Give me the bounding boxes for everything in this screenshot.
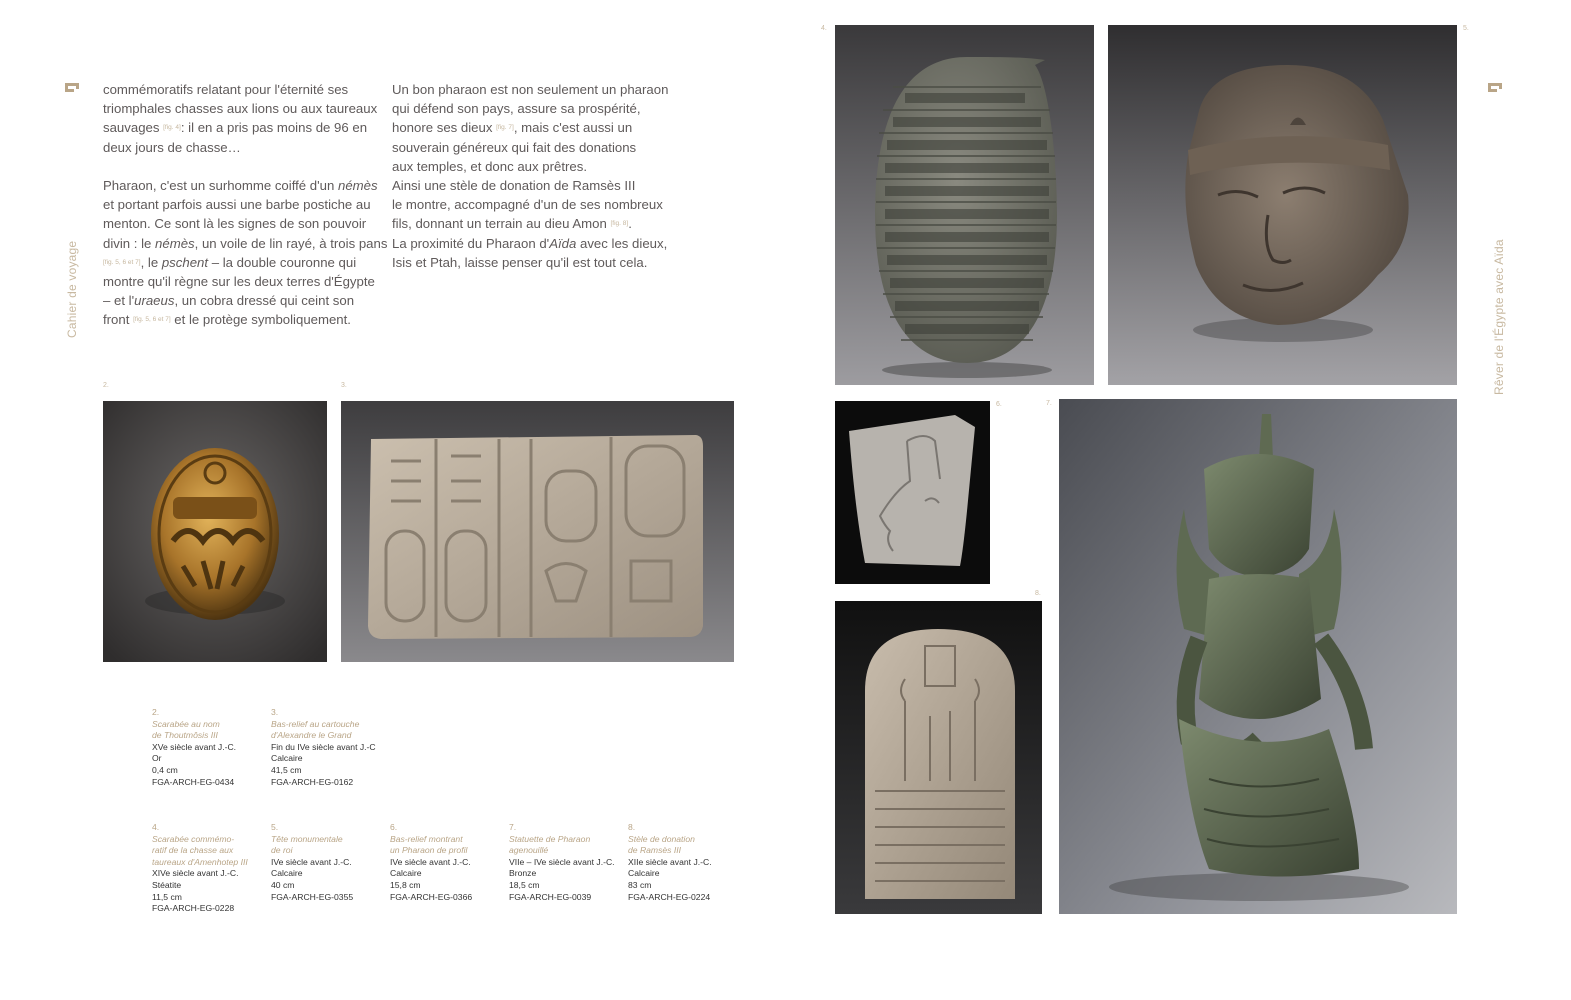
caption-number: 5. xyxy=(271,822,279,832)
caption-detail: Stéatite xyxy=(152,879,182,890)
caption-detail: FGA-ARCH-EG-0162 xyxy=(271,776,354,787)
photo-monumental-head xyxy=(1108,25,1457,385)
caption-detail: Calcaire xyxy=(628,868,660,879)
caption-title: Tête monumentale xyxy=(271,833,343,844)
col1-p2-line: Pharaon, c'est un surhomme coiffé d'un némès xyxy=(103,178,378,193)
paragraph-good-pharaoh xyxy=(392,80,692,272)
caption-detail: XIVe siècle avant J.-C. xyxy=(152,868,239,879)
caption-detail: Bronze xyxy=(509,868,537,879)
col2-line: Un bon pharaon est non seulement un pharaon xyxy=(392,82,669,97)
caption-detail: VIIe – IVe siècle avant J.-C. xyxy=(509,856,615,867)
caption-title: Bas-relief au cartouche xyxy=(271,718,360,729)
photo-cartouche-relief xyxy=(341,401,734,662)
figure-number-7: 7. xyxy=(1046,400,1052,407)
figure-number-6: 6. xyxy=(996,401,1002,408)
col2-line: fils, donnant un terrain au dieu Amon [fig. 8]. xyxy=(392,216,632,232)
col2-line: aux temples, et donc aux prêtres. xyxy=(392,158,587,174)
photo-kneeling-pharaoh xyxy=(1059,399,1457,914)
col1-p2-line: montre qu'il règne sur les deux terres d'Égypte xyxy=(103,274,375,290)
col2-line: qui défend son pays, assure sa prospérité, xyxy=(392,101,641,117)
caption-title: Bas-relief montrant xyxy=(390,833,463,844)
photo-donation-stele xyxy=(835,601,1042,914)
caption-number: 7. xyxy=(509,822,517,832)
caption-title: de roi xyxy=(271,845,293,856)
caption-fig-8 xyxy=(628,822,746,903)
left-tab-bracket-icon xyxy=(65,83,79,92)
caption-detail: 15,8 cm xyxy=(390,879,421,890)
caption-title: ratif de la chasse aux xyxy=(152,845,234,856)
caption-detail: Fin du IVe siècle avant J.-C xyxy=(271,741,376,752)
caption-detail: IVe siècle avant J.-C. xyxy=(390,856,471,867)
caption-detail: FGA-ARCH-EG-0228 xyxy=(152,903,235,914)
col1-p2-line: – et l'uraeus, un cobra dressé qui ceint son xyxy=(103,293,355,309)
text-column-1 xyxy=(103,80,388,349)
caption-fig-4 xyxy=(152,822,270,915)
caption-detail: 41,5 cm xyxy=(271,764,302,775)
caption-detail: 0,4 cm xyxy=(152,764,178,775)
figure-number-4: 4. xyxy=(821,25,827,32)
col1-p2-line: [fig. 5, 6 et 7], le pschent – la double couronne qui xyxy=(103,254,357,270)
caption-fig-3 xyxy=(271,707,389,788)
caption-title: taureaux d'Amenhotep III xyxy=(152,856,248,867)
caption-fig-5 xyxy=(271,822,389,903)
col2-line: souverain généreux qui fait des donations xyxy=(392,139,637,155)
caption-title: d'Alexandre le Grand xyxy=(271,730,352,741)
figure-number-5: 5. xyxy=(1463,25,1469,32)
text-column-2 xyxy=(392,80,692,291)
caption-fig-6 xyxy=(390,822,508,903)
caption-title: Scarabée commémo- xyxy=(152,833,235,844)
caption-title: Scarabée au nom xyxy=(152,718,220,729)
caption-detail: FGA-ARCH-EG-0039 xyxy=(509,891,592,902)
caption-detail: 83 cm xyxy=(628,879,652,890)
caption-detail: Calcaire xyxy=(271,868,303,879)
photo-gold-scarab xyxy=(103,401,327,662)
figure-number-8: 8. xyxy=(1035,590,1041,597)
col1-p2-line: front [fig. 5, 6 et 7] et le protège symboliquement. xyxy=(103,312,351,328)
right-section-label: Rêver de l'Égypte avec Aïda xyxy=(1492,239,1506,395)
caption-title: Stèle de donation xyxy=(628,833,695,844)
photo-commemorative-scarab xyxy=(835,25,1094,385)
caption-detail: FGA-ARCH-EG-0366 xyxy=(390,891,473,902)
caption-title: un Pharaon de profil xyxy=(390,845,468,856)
col2-line: La proximité du Pharaon d'Aïda avec les dieux, xyxy=(392,235,668,251)
col1-p2-line: et portant parfois aussi une barbe postiche au xyxy=(103,197,371,213)
caption-detail: FGA-ARCH-EG-0224 xyxy=(628,891,711,902)
col2-line: Isis et Ptah, laisse penser qu'il est tout cela. xyxy=(392,254,648,270)
caption-title: Statuette de Pharaon xyxy=(509,833,591,844)
col1-p1-line: triomphales chasses aux lions ou aux taureaux xyxy=(103,101,378,117)
caption-title: de Ramsès III xyxy=(628,845,682,856)
caption-number: 6. xyxy=(390,822,398,832)
right-tab-bracket-icon xyxy=(1488,83,1502,92)
col2-line: le montre, accompagné d'un de ses nombreux xyxy=(392,197,663,213)
caption-fig-2 xyxy=(152,707,270,788)
caption-detail: FGA-ARCH-EG-0355 xyxy=(271,891,354,902)
col2-line: honore ses dieux [fig. 7], mais c'est aussi un xyxy=(392,120,633,136)
caption-detail: XIIe siècle avant J.-C. xyxy=(628,856,712,867)
photo-profile-relief xyxy=(835,401,990,584)
caption-fig-7 xyxy=(509,822,627,903)
col1-p1-line: commémoratifs relatant pour l'éternité ses xyxy=(103,82,349,97)
paragraph-hunting xyxy=(103,80,388,157)
caption-number: 3. xyxy=(271,707,279,717)
col1-p2-line: divin : le némès, un voile de lin rayé, à trois pans xyxy=(103,235,388,251)
caption-detail: XVe siècle avant J.-C. xyxy=(152,741,237,752)
figure-number-2: 2. xyxy=(103,382,109,389)
paragraph-pharaon-attributes xyxy=(103,176,388,330)
caption-number: 8. xyxy=(628,822,636,832)
caption-detail: 18,5 cm xyxy=(509,879,540,890)
caption-number: 4. xyxy=(152,822,160,832)
caption-detail: Or xyxy=(152,753,162,764)
caption-detail: FGA-ARCH-EG-0434 xyxy=(152,776,235,787)
caption-detail: 40 cm xyxy=(271,879,295,890)
left-section-label: Cahier de voyage xyxy=(65,240,79,338)
col1-p2-line: menton. Ce sont là les signes de son pouvoir xyxy=(103,216,367,232)
figure-number-3: 3. xyxy=(341,382,347,389)
caption-detail: Calcaire xyxy=(271,753,303,764)
caption-detail: 11,5 cm xyxy=(152,891,182,902)
col2-line: Ainsi une stèle de donation de Ramsès III xyxy=(392,178,636,194)
col1-p1-line: deux jours de chasse… xyxy=(103,139,241,155)
caption-number: 2. xyxy=(152,707,160,717)
caption-title: agenouillé xyxy=(509,845,549,856)
caption-title: de Thoutmôsis III xyxy=(152,730,218,741)
caption-detail: IVe siècle avant J.-C. xyxy=(271,856,352,867)
col1-p1-line: sauvages [fig. 4]: il en a pris pas moins de 96 en xyxy=(103,120,368,136)
caption-detail: Calcaire xyxy=(390,868,422,879)
